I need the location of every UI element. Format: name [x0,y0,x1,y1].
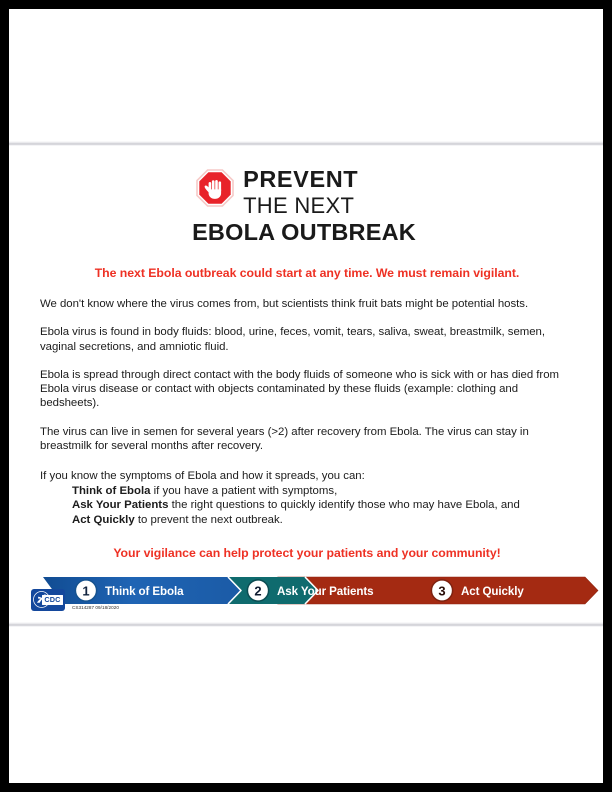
poster-title [192,166,416,245]
title-line-1: PREVENT [243,166,359,192]
list-item [72,484,574,499]
banner-step-3-badge [431,580,452,601]
stop-sign-hand-icon [196,169,234,212]
step-detail: the right questions to quickly identify those who may have Ebola, and [168,499,520,512]
cdc-logo [31,589,65,611]
step-label-1: Think of Ebola [105,585,184,599]
step-detail: to prevent the next outbreak. [134,513,283,526]
title-line-3: EBOLA OUTBREAK [192,218,416,245]
cs-publication-code: CS314287 09/18/2020 [72,604,119,610]
step-term: Ask Your Patients [72,499,169,512]
step-number: 2 [254,583,262,599]
step-label-2: Ask Your Patients [277,585,374,599]
banner-step-2-badge [247,580,268,601]
paragraph-origin: We don't know where the virus comes from, but scientists think fruit bats might be potential hosts. [40,298,529,310]
list-item [72,498,574,513]
body-copy [9,266,603,606]
steps-intro: If you know the symptoms of Ebola and how it spreads, you can: [40,470,365,483]
steps-list [40,484,574,528]
masthead [9,146,603,244]
paragraph-spread: Ebola is spread through direct contact with the body fluids of someone who is sick with or has died from Ebola virus disease or contact with objects contaminated by these fluids (example: clothing and bedsheets). [40,368,559,410]
step-detail: if you have a patient with symptoms, [150,484,338,497]
step-term: Think of Ebola [72,484,151,497]
step-term: Act Quickly [72,513,135,526]
step-label-3: Act Quickly [461,585,524,599]
paragraph-fluids: Ebola virus is found in body fluids: blood, urine, feces, vomit, tears, saliva, sweat, breastmilk, semen, vaginal secretions, and amniotic fluid. [40,326,546,353]
step-number: 3 [438,583,446,599]
poster-content [9,146,603,622]
lede-statement: The next Ebola outbreak could start at any time. We must remain vigilant. [94,266,520,280]
closing-statement: Your vigilance can help protect your patients and your community! [113,546,501,561]
step-number: 1 [82,583,90,599]
steps-banner [40,576,574,606]
divider-bottom [9,622,603,627]
cdc-wordmark: CDC [44,595,61,605]
paragraph-persist: The virus can live in semen for several years (>2) after recovery from Ebola. The virus can stay in breastmilk for several months after recovery. [40,425,529,453]
footer [31,589,119,611]
list-item [72,513,574,528]
document-page [9,9,603,783]
title-line-2: THE NEXT [243,192,355,218]
